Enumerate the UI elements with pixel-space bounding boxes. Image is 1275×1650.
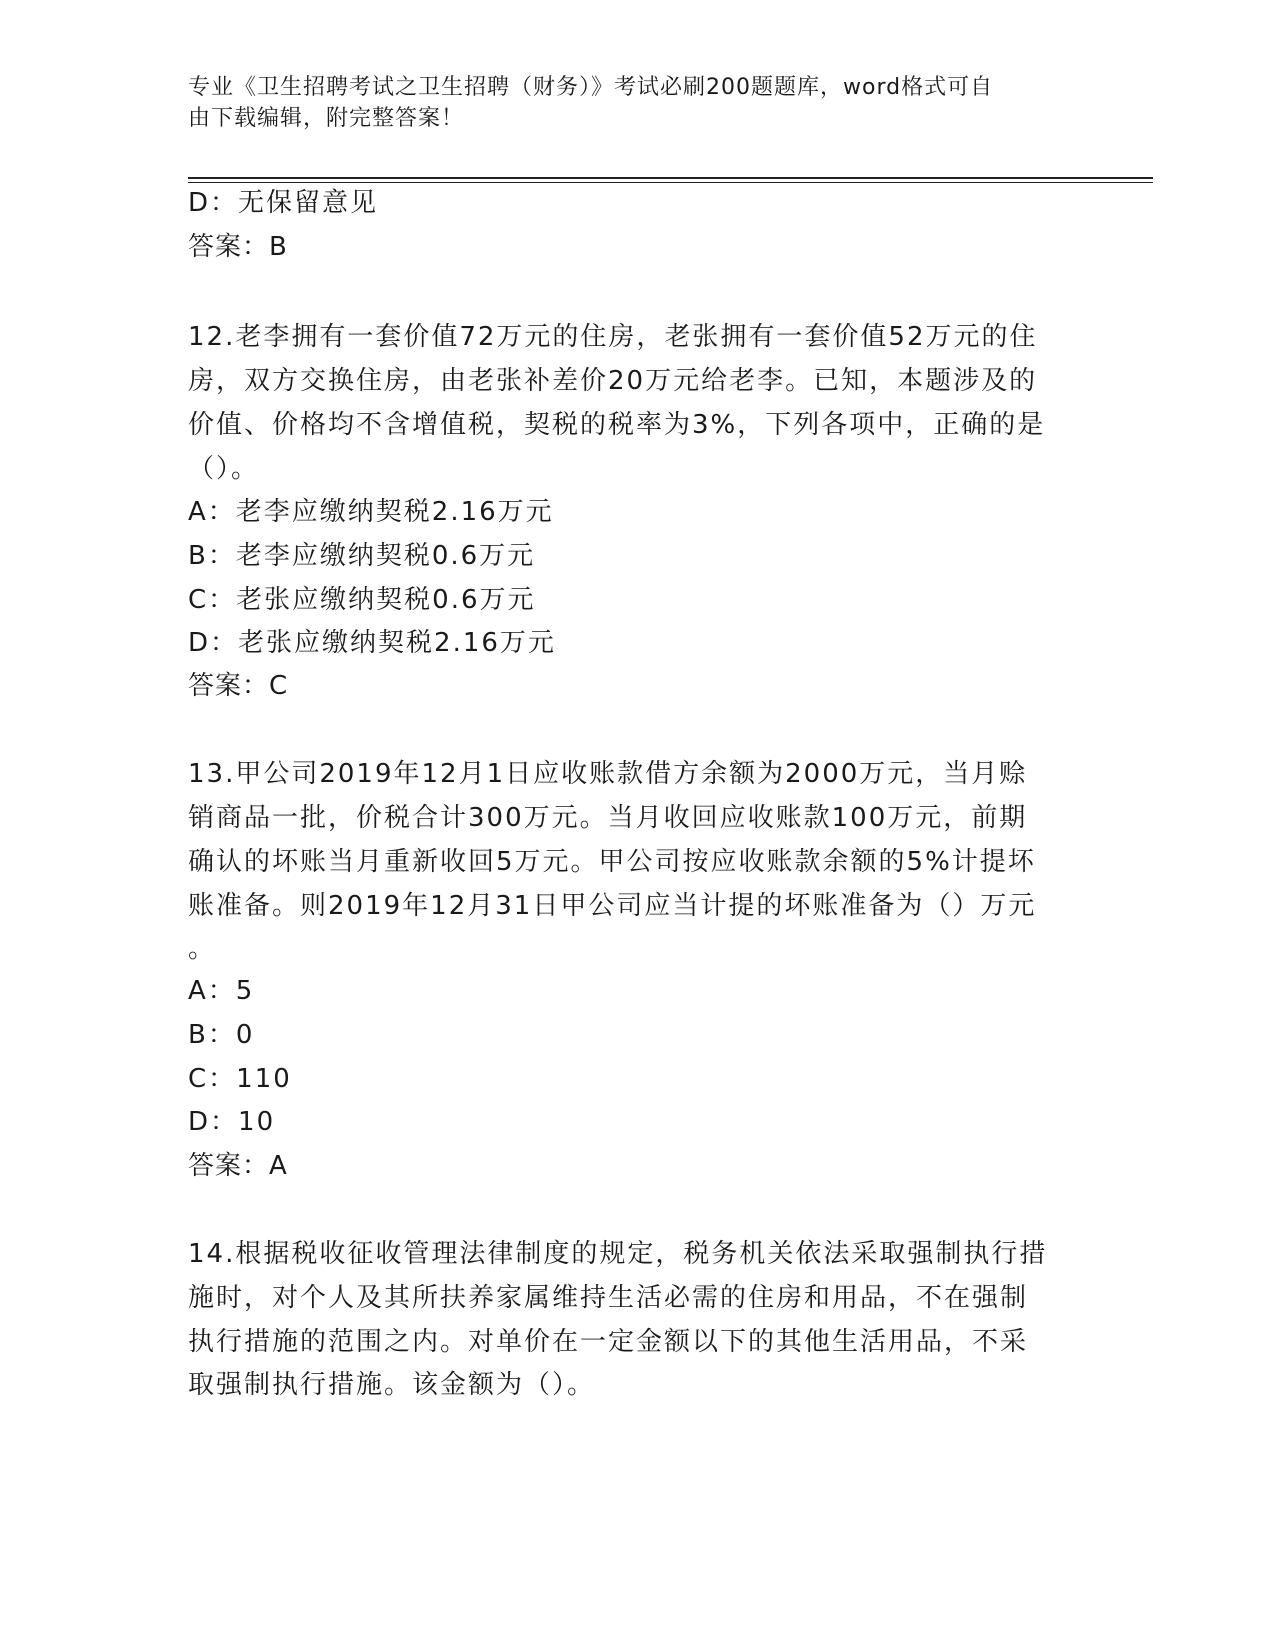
prev-answer: 答案：B	[188, 232, 288, 262]
question-13-line-1: 13.甲公司2019年12月1日应收账款借方余额为2000万元，当月赊	[188, 759, 1028, 789]
header-divider-thick	[188, 177, 1153, 179]
header-line-2: 由下载编辑，附完整答案！	[188, 106, 465, 131]
question-12-line-3: 价值、价格均不含增值税，契税的税率为3%，下列各项中，正确的是	[188, 410, 1046, 440]
question-13-option-c: C：110	[188, 1064, 292, 1094]
question-14-line-3: 执行措施的范围之内。对单价在一定金额以下的其他生活用品，不采	[188, 1327, 1029, 1357]
question-14-line-4: 取强制执行措施。该金额为（）。	[188, 1370, 596, 1400]
question-12-option-c: C：老张应缴纳契税0.6万元	[188, 585, 536, 615]
question-13-line-5: 。	[188, 934, 217, 964]
question-13-option-b: B：0	[188, 1020, 255, 1050]
question-13-option-a: A：5	[188, 976, 255, 1006]
question-13-line-4: 账准备。则2019年12月31日甲公司应当计提的坏账准备为（）万元	[188, 891, 1037, 921]
question-12-answer: 答案：C	[188, 671, 289, 701]
question-12-option-b: B：老李应缴纳契税0.6万元	[188, 541, 536, 571]
prev-option-d: D：无保留意见	[188, 188, 379, 218]
header-line-1: 专业《卫生招聘考试之卫生招聘（财务）》考试必刷200题题库，word格式可自	[188, 75, 994, 100]
question-12-line-4: （）。	[188, 454, 260, 484]
question-12-line-1: 12.老李拥有一套价值72万元的住房，老张拥有一套价值52万元的住	[188, 322, 1038, 352]
question-12-option-a: A：老李应缴纳契税2.16万元	[188, 497, 554, 527]
question-12-option-d: D：老张应缴纳契税2.16万元	[188, 628, 556, 658]
document-header	[188, 72, 1068, 134]
question-13-line-3: 确认的坏账当月重新收回5万元。甲公司按应收账款余额的5%计提坏	[188, 847, 1036, 877]
question-14-line-2: 施时，对个人及其所扶养家属维持生活必需的住房和用品，不在强制	[188, 1283, 1029, 1313]
question-13-answer: 答案：A	[188, 1151, 288, 1181]
question-13-option-d: D：10	[188, 1107, 276, 1137]
header-divider-thin	[188, 182, 1153, 183]
question-14-line-1: 14.根据税收征收管理法律制度的规定，税务机关依法采取强制执行措	[188, 1239, 1048, 1269]
question-12-line-2: 房，双方交换住房，由老张补差价20万元给老李。已知，本题涉及的	[188, 366, 1038, 396]
question-13-line-2: 销商品一批，价税合计300万元。当月收回应收账款100万元，前期	[188, 803, 1028, 833]
